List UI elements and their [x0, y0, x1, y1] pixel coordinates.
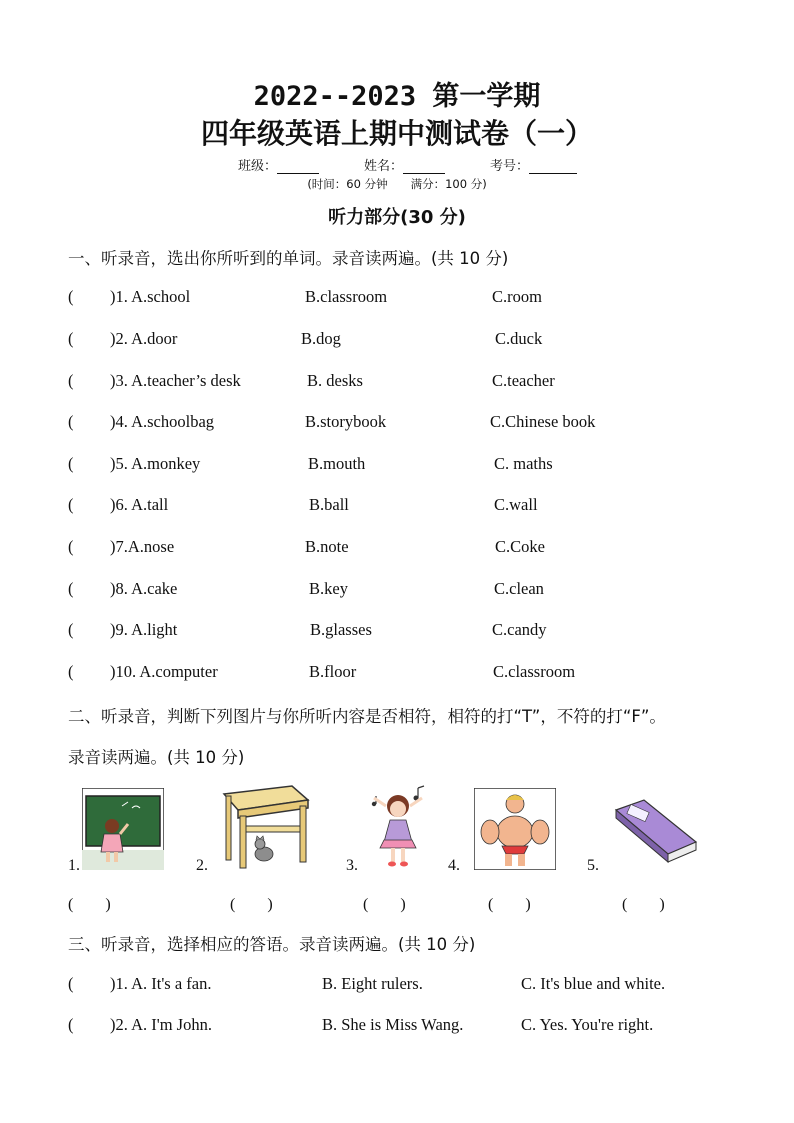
option-c: C.wall [494, 495, 538, 514]
part1-instruction: 一、听录音，选出你所听到的单词。录音读两遍。(共 10 分) [68, 249, 509, 268]
option-c: C.Coke [495, 537, 545, 556]
id-label: 考号： [490, 159, 530, 174]
answer-paren[interactable]: ( [68, 974, 74, 993]
option-c: C.teacher [492, 371, 555, 390]
answer-bracket[interactable]: ( ) [488, 896, 531, 913]
option-b: B.note [305, 537, 349, 556]
part3-instruction: 三、听录音，选择相应的答语。录音读两遍。(共 10 分) [68, 935, 476, 954]
answer-bracket[interactable]: ( ) [622, 896, 665, 913]
name-blank[interactable] [403, 159, 445, 174]
name-label: 姓名： [364, 159, 404, 174]
option-a: )2. A. I'm John. [110, 1015, 212, 1034]
picture-number: 3. [346, 857, 358, 874]
answer-bracket[interactable]: ( ) [230, 896, 273, 913]
desk-with-cat-icon [218, 780, 310, 870]
option-a: )6. A.tall [110, 495, 169, 514]
option-b: B.dog [301, 329, 341, 348]
option-b: B. She is Miss Wang. [322, 1015, 464, 1034]
option-a: )1. A.school [110, 287, 191, 306]
picture-number: 1. [68, 857, 80, 874]
option-c: C. It's blue and white. [521, 974, 666, 993]
answer-paren[interactable]: ( [68, 454, 74, 473]
answer-paren[interactable]: ( [68, 287, 74, 306]
option-a: )1. A. It's a fan. [110, 974, 212, 993]
answer-paren[interactable]: ( [68, 579, 74, 598]
option-c: C.clean [494, 579, 544, 598]
option-a: )5. A.monkey [110, 454, 201, 473]
exam-year-term: 2022--2023 第一学期 [253, 81, 541, 112]
option-c: C.room [492, 287, 542, 306]
option-c: C. Yes. You're right. [521, 1015, 654, 1034]
option-b: B.classroom [305, 287, 388, 306]
option-a: )9. A.light [110, 620, 178, 639]
option-b: B.ball [309, 495, 349, 514]
name-field [364, 155, 445, 174]
option-a: )8. A.cake [110, 579, 178, 598]
option-b: B.storybook [305, 412, 387, 431]
option-b: B. desks [307, 371, 363, 390]
girl-at-blackboard-icon [82, 788, 164, 870]
picture-number: 4. [448, 857, 460, 874]
answer-bracket[interactable]: ( ) [363, 896, 406, 913]
id-blank[interactable] [529, 159, 577, 174]
option-c: C.Chinese book [490, 412, 596, 431]
notebook-icon [614, 798, 698, 866]
answer-paren[interactable]: ( [68, 537, 74, 556]
listening-section-title: 听力部分(30 分) [328, 207, 466, 228]
answer-paren[interactable]: ( [68, 412, 74, 431]
option-b: B.key [309, 579, 348, 598]
answer-paren[interactable]: ( [68, 662, 74, 681]
strong-man-icon [474, 788, 556, 870]
id-field [490, 155, 577, 174]
option-a: )7.A.nose [110, 537, 175, 556]
option-a: )4. A.schoolbag [110, 412, 215, 431]
time-score-note: (时间：60 分钟 满分：100 分) [307, 177, 487, 191]
option-c: C. maths [494, 454, 553, 473]
option-b: B.floor [309, 662, 357, 681]
answer-paren[interactable]: ( [68, 1015, 74, 1034]
part2-instruction-line2: 录音读两遍。(共 10 分) [68, 748, 245, 767]
option-c: C.duck [495, 329, 543, 348]
option-c: C.candy [492, 620, 547, 639]
part2-instruction-line1: 二、听录音，判断下列图片与你所听内容是否相符，相符的打“T”，不符的打“F”。 [68, 707, 666, 726]
picture-number: 2. [196, 857, 208, 874]
class-field [238, 155, 319, 174]
exam-title: 四年级英语上期中测试卷（一） [200, 117, 593, 150]
option-c: C.classroom [493, 662, 576, 681]
class-label: 班级： [238, 159, 278, 174]
option-b: B.glasses [310, 620, 372, 639]
answer-paren[interactable]: ( [68, 620, 74, 639]
option-a: )10. A.computer [110, 662, 218, 681]
answer-paren[interactable]: ( [68, 329, 74, 348]
dancing-girl-icon [366, 782, 432, 872]
class-blank[interactable] [277, 159, 319, 174]
option-a: )3. A.teacher’s desk [110, 371, 241, 390]
answer-bracket[interactable]: ( ) [68, 896, 111, 913]
option-a: )2. A.door [110, 329, 178, 348]
option-b: B. Eight rulers. [322, 974, 423, 993]
picture-number: 5. [587, 857, 599, 874]
option-b: B.mouth [308, 454, 366, 473]
answer-paren[interactable]: ( [68, 371, 74, 390]
answer-paren[interactable]: ( [68, 495, 74, 514]
